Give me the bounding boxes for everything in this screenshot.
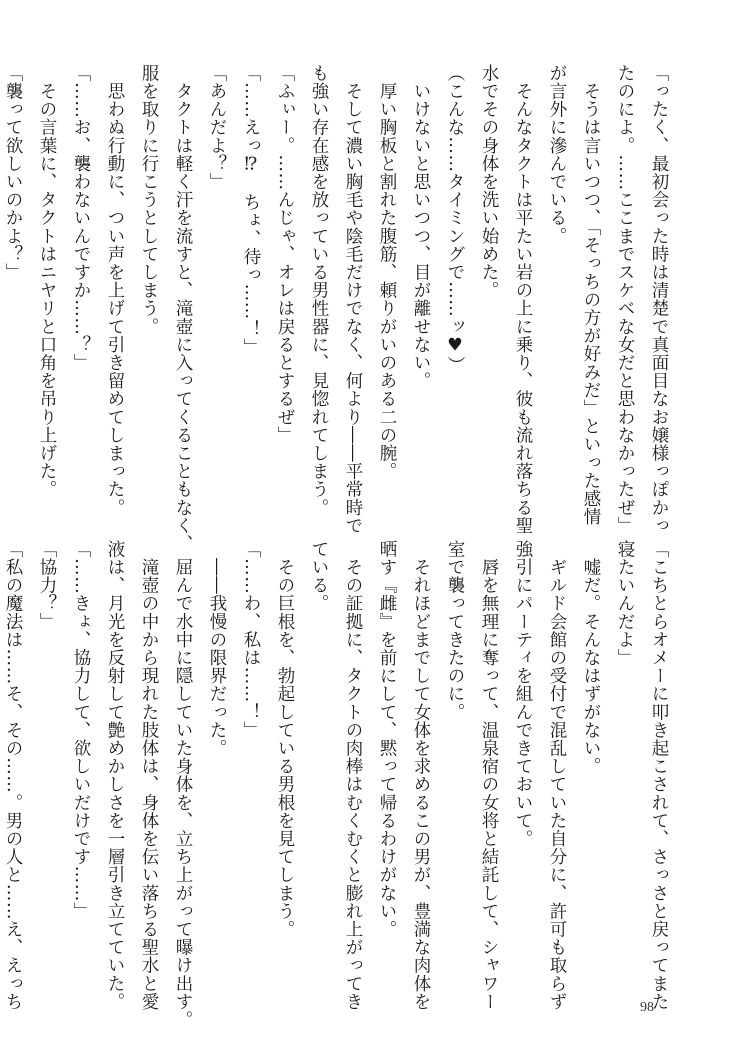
top_block-line: 「あんだよ？」 [207, 64, 227, 191]
top_block-line: 厚い胸板と割れた腹筋、頼りがいのある二の腕。 [377, 64, 397, 481]
bottom_block-line: 「……きょ、協力して、欲しいだけです……」 [71, 540, 91, 921]
bottom_block-line: 滝壺の中から現れた肢体は、身体を伝い落ちる聖水と愛 [139, 540, 159, 1011]
bottom_block-line: ――我慢の限界だった。 [207, 540, 227, 758]
top_block-line: タクトは軽く汗を流すと、滝壺に入ってくることもなく、 [173, 64, 193, 553]
top_block-line: そんなタクトは平たい岩の上に乗り、彼も流れ落ちる聖 [513, 64, 533, 535]
bottom_block-line: 液は、月光を反射して艶めかしさを一層引き立てていた。 [105, 540, 125, 1011]
top_block-line: 「……お、襲わないんですか……？」 [71, 64, 91, 372]
top_block-line: 服を取りに行こうとしてしまう。 [139, 64, 159, 336]
bottom_block-line: 唇を無理に奪って、温泉宿の女将と結託して、シャワー [479, 540, 499, 1011]
top_block-line: そして濃い胸毛や陰毛だけでなく、何より――平常時で [343, 64, 363, 535]
bottom_block-line: その証拠に、タクトの肉棒はむくむくと膨れ上がってき [343, 540, 363, 1011]
top_block-line: も強い存在感を放っている男性器に、見惚れてしまう。 [309, 64, 329, 517]
bottom_block-line: 「こちとらオメーに叩き起こされて、さっさと戻ってまた [649, 540, 669, 1011]
bottom_block-line: それほどまでして女体を求めるこの男が、豊満な肉体を [411, 540, 431, 1011]
bottom_block-line: 嘘だ。そんなはずがない。 [581, 540, 601, 776]
top_block-line: いけないと思いつつ、目が離せない。 [411, 64, 431, 390]
upper-vertical-columns [3, 64, 676, 553]
bottom_block-line: 晒す『雌』を前にして、黙って帰るわけがない。 [377, 540, 397, 939]
top_block-line: その言葉に、タクトはニヤリと口角を吊り上げた。 [37, 64, 57, 499]
top_block-line: そうは言いつつ、「そっちの方が好みだ」といった感情 [581, 64, 601, 526]
top_block-line: たのによ。……ここまでスケベな女だと思わなかったぜ」 [615, 64, 635, 535]
bottom_block-line: 屈んで水中に隠していた身体を、立ち上がって曝け出す。 [173, 540, 193, 1029]
bottom_block-line: ギルド会館の受付で混乱していた自分に、許可も取らず [547, 540, 567, 1011]
bottom_block-line: 室で襲ってきたのに。 [445, 540, 465, 721]
top_block-line: が言外に滲んでいる。 [547, 64, 567, 245]
top_block-line: 「襲って欲しいのかよ？」 [3, 64, 23, 282]
bottom_block-line: 「私の魔法は……そ、その……。男の人と……え、えっち [3, 540, 23, 1011]
bottom_block-line: ている。 [309, 540, 329, 613]
top_block-line: 「ふぃー。……んじゃ、オレは戻るとするぜ」 [275, 64, 295, 445]
upper-text-block [3, 64, 676, 553]
top_block-line: 「ったく、最初会った時は清楚で真面目なお嬢様っぽかっ [649, 64, 669, 535]
bottom_block-line: その巨根を、勃起している男根を見てしまう。 [275, 540, 295, 939]
bottom_block-line: 「……わ、私は……！」 [241, 540, 261, 740]
bottom_block-line: 強引にパーティを組んできておいて。 [513, 540, 533, 848]
bottom_block-line: 「協力？」 [37, 540, 57, 631]
top_block-line: 「……えっ⁉ ちょ、待っ……！」 [241, 64, 261, 357]
top_block-line: 思わぬ行動に、つい声を上げて引き留めてしまった。 [105, 64, 125, 517]
top_block-line: （こんな……タイミングで……ッ♥） [445, 64, 465, 375]
bottom_block-line: 寝たいんだよ」 [615, 540, 635, 667]
top_block-line: 水でその身体を洗い始めた。 [479, 64, 499, 300]
page-number: 98 [640, 1000, 654, 1015]
